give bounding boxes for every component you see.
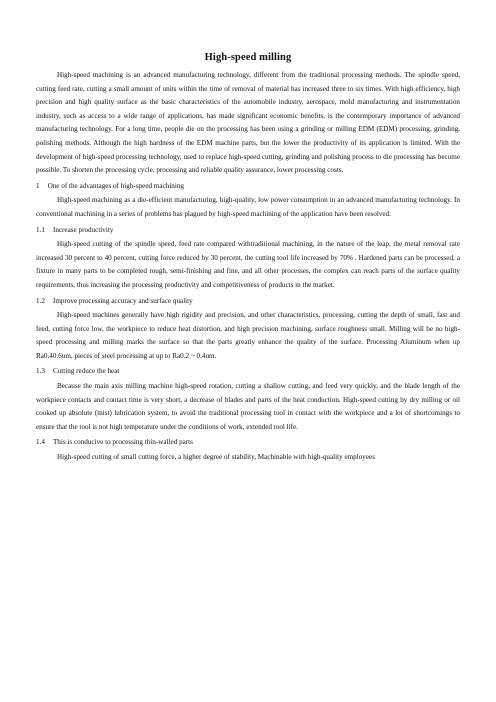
section-heading bbox=[36, 365, 460, 379]
section-title: This is conducive to processing thin-walled parts bbox=[52, 438, 193, 447]
section-number: 1 bbox=[36, 181, 40, 190]
section-heading bbox=[36, 224, 460, 238]
section-heading bbox=[36, 436, 460, 450]
section-title: Improve processing accuracy and surface quality bbox=[52, 296, 193, 305]
section-title: Increase productivity bbox=[52, 225, 114, 234]
section-paragraph: High-speed cutting of the spindle speed, feed rate compared withtraditional machining, in the nature of the leap, the metal removal rate increased 30 percent to 40 percent, cutting force reduced by 30 percent, the cutting tool life increased by 70% . Hardened parts can be processed, a fixture in many parts to be completed rough, semi-finishing and fine, and all other processes, the complex can reach parts of the surface quality requirements, thus increasing the processing productivity and competitiveness of products in the market. bbox=[36, 240, 460, 289]
section-number: 1.2 bbox=[36, 296, 45, 305]
section-paragraph: High-speed machining as a die-efficient manufacturing, high-quality, low power consumption in an advanced manufacturing technology. In conventional machining in a series of problems has plagued by high-speed machining of the application have been resolved. bbox=[36, 196, 460, 218]
section-paragraph: Because the main axis milling machine high-speed rotation, cutting a shallow cutting, and feed very quickly, and the blade length of the workpiece contacts and contact time is very short, a decrease of blades and parts of the heat conduction. High-speed cutting by dry milling or oil cooked up absolute (mist) lubrication system, to avoid the traditional processing tool in contact with the workpiece and a lot of shortcomings to ensure that the tool is not high temperature under the conditions of work, extended tool life. bbox=[36, 382, 460, 431]
intro-paragraph: High-speed machining is an advanced manufacturing technology, different from the traditional processing methods. The spindle speed, cutting feed rate, cutting a small amount of units within the time of removal of material has increased three to six times. With high efficiency, high precision and high quality surface as the basic characteristics of the automobile industry, aerospace, mold manufacturing and instrumentation industry, such as access to a wide range of applications, has made significant economic benefits, is the contemporary importance of advanced manufacturing technology. For a long time, people die on the processing has been using a grinding or milling EDM (EDM) processing, grinding, polishing methods. Although the high hardness of the EDM machine parts, but the lower the productivity of its application is limited. With the development of high-speed processing technology, used to replace high-speed cutting, grinding and polishing process to die processing has become possible. To shorten the processing cycle, processing and reliable quality assurance, lower processing costs. bbox=[36, 71, 460, 175]
document-title: High-speed milling bbox=[204, 52, 292, 63]
section-title: One of the advantages of high-speed machining bbox=[47, 181, 184, 190]
section-title: Cutting reduce the heat bbox=[52, 367, 120, 376]
section-number: 1.3 bbox=[36, 367, 45, 376]
section-paragraph: High-speed cutting of small cutting force, a higher degree of stability, Machinable with high-quality employees bbox=[57, 453, 375, 462]
section-paragraph: High-speed machines generally have high rigidity and precision, and other characteristics, processing, cutting the depth of small, fast and feed, cutting force low, the workpiece to reduce heat distortion, and high precision machining, surface roughness small. Milling will be no high-speed processing and milling marks the surface so that the parts greatly enhance the quality of the surface. Processing Aluminum when up Ra0.40.6um, pieces of steel processing at up to Ra0.2 ~ 0.4um. bbox=[36, 311, 460, 360]
section-number: 1.1 bbox=[36, 225, 45, 234]
section-number: 1.4 bbox=[36, 438, 45, 447]
section-heading bbox=[36, 180, 460, 194]
section-heading bbox=[36, 295, 460, 309]
